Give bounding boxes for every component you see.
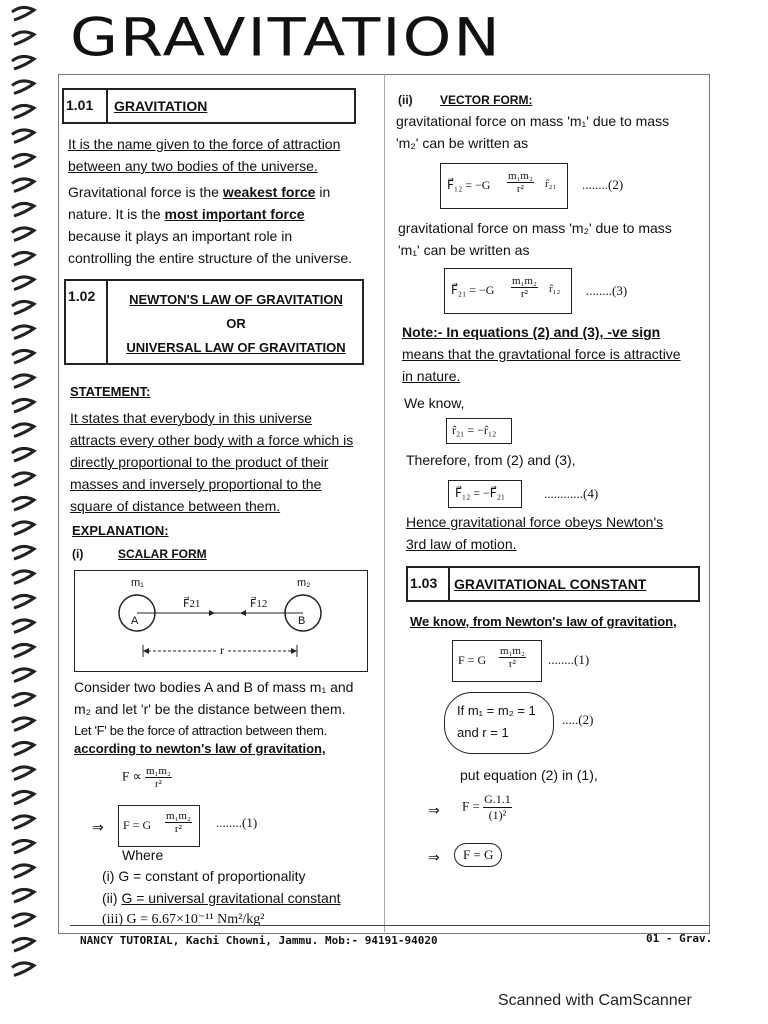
list-item: (ii) G = universal gravitational constant bbox=[102, 890, 341, 906]
equation-3-tag: ........(3) bbox=[586, 283, 628, 298]
mass-1-label: m₁ bbox=[131, 577, 144, 589]
according-heading: according to newton's law of gravitation, bbox=[74, 741, 326, 756]
section-1-02 bbox=[64, 279, 364, 365]
spiral-loop bbox=[12, 889, 34, 902]
explanation-heading: EXPLANATION: bbox=[72, 523, 169, 538]
statement-text: It states that everybody in this universe attracts every other body with a force which is directly proportional to the product of their masses and inversely proportional to the square of distance between them. bbox=[70, 410, 354, 514]
where-label: Where bbox=[122, 847, 164, 863]
spiral-loop bbox=[12, 7, 34, 20]
force-12-label: F⃗12 bbox=[250, 598, 268, 610]
spiral-loop bbox=[12, 326, 34, 339]
spiral-loop bbox=[12, 791, 34, 804]
scalar-number: (i) bbox=[72, 547, 84, 561]
hence-paragraph: Hence gravitational force obeys Newton's 3rd law of motion. bbox=[406, 514, 664, 552]
section-number: 1.02 bbox=[68, 288, 96, 304]
spiral-loop bbox=[12, 448, 34, 461]
vector-number: (ii) bbox=[398, 93, 413, 107]
two-body-diagram bbox=[74, 570, 368, 672]
page-title: GRAVITATION bbox=[70, 6, 502, 69]
list-item: (i) G = constant of proportionality bbox=[102, 868, 306, 884]
put-equation-text: put equation (2) in (1), bbox=[460, 767, 598, 783]
law-heading-or: OR bbox=[226, 316, 246, 331]
spiral-loop bbox=[12, 277, 34, 290]
scanner-watermark: Scanned with CamScanner bbox=[498, 992, 692, 1009]
gravitational-force-paragraph: Gravitational force is the weakest force in nature. It is the most important force because it plays an important role in controlling the entire structure of the universe. bbox=[68, 184, 353, 266]
consider-paragraph: Consider two bodies A and B of mass m₁ and m₂ and let 'r' be the distance between them. Let 'F' be the force of attraction between them. bbox=[74, 679, 354, 738]
equation-1-box: F = G $\frac{\text{m₁m₂}}{\text{r²}}$ bbox=[118, 805, 200, 847]
spiral-loop bbox=[12, 620, 34, 633]
body-b-label: B bbox=[298, 615, 306, 627]
spiral-loop bbox=[12, 546, 34, 559]
spiral-loop bbox=[12, 644, 34, 657]
implies-arrow: ⇒ bbox=[428, 802, 440, 818]
spiral-loop bbox=[12, 669, 34, 682]
section-1-03 bbox=[406, 566, 700, 602]
unit-vector-relation-box: r̂₂₁ = −r̂₁₂ bbox=[446, 418, 512, 444]
spiral-loop bbox=[12, 742, 34, 755]
spiral-loop bbox=[12, 840, 34, 853]
spiral-loop bbox=[12, 56, 34, 69]
equation-2-tag: ........(2) bbox=[582, 177, 624, 192]
spiral-loop bbox=[12, 228, 34, 241]
note-paragraph: Note:- In equations (2) and (3), -ve sign means that the gravtational force is attractive in nature. bbox=[402, 324, 681, 384]
equation-2-box: F⃗₁₂ = −G $\frac{\text{m₁m₂}}{\text{r²}}$ r̂₂₁ bbox=[440, 163, 568, 209]
spiral-loop bbox=[12, 522, 34, 535]
equation-c1-box: F = G $\frac{\text{m₁m₂}}{\text{r²}}$ bbox=[452, 640, 542, 682]
vector-text-1: gravitational force on mass 'm₁' due to mass 'm₂' can be written as bbox=[396, 113, 670, 151]
list-item: (iii) G = 6.67×10⁻¹¹ Nm²/kg² bbox=[102, 912, 265, 927]
assumption-cloud: If m₁ = m₂ = 1 and r = 1 bbox=[444, 692, 554, 754]
section-heading: GRAVITATIONAL CONSTANT bbox=[454, 576, 647, 592]
footer-page-number: 01 - Grav. bbox=[646, 932, 713, 945]
body-a-label: A bbox=[131, 615, 139, 627]
force-21-label: F⃗21 bbox=[183, 598, 201, 610]
footer-institute: NANCY TUTORIAL, Kachi Chowni, Jammu. Mob:- 94191-94020 bbox=[80, 934, 438, 947]
section-heading: GRAVITATION bbox=[114, 98, 208, 114]
spiral-loop bbox=[12, 81, 34, 94]
constants-list bbox=[102, 865, 382, 931]
section-number: 1.03 bbox=[410, 575, 438, 591]
scalar-form-label: SCALAR FORM bbox=[118, 547, 207, 561]
spiral-loop bbox=[12, 130, 34, 143]
spiral-binding bbox=[6, 0, 46, 1000]
spiral-loop bbox=[12, 938, 34, 951]
equation-1-tag: ........(1) bbox=[216, 815, 258, 830]
spiral-loop bbox=[12, 301, 34, 314]
equation-4-tag: ............(4) bbox=[544, 486, 599, 501]
distance-label: r bbox=[217, 643, 227, 658]
spiral-loop bbox=[12, 32, 34, 45]
law-heading-line-1: NEWTON'S LAW OF GRAVITATION bbox=[129, 292, 343, 307]
law-heading-line-3: UNIVERSAL LAW OF GRAVITATION bbox=[126, 340, 346, 355]
spiral-loop bbox=[12, 105, 34, 118]
spiral-loop bbox=[12, 767, 34, 780]
spiral-loop bbox=[12, 497, 34, 510]
spiral-loop bbox=[12, 865, 34, 878]
spiral-loop bbox=[12, 399, 34, 412]
spiral-loop bbox=[12, 179, 34, 192]
implies-arrow: ⇒ bbox=[92, 819, 104, 835]
we-know-label: We know, bbox=[404, 395, 465, 411]
spiral-loop bbox=[12, 693, 34, 706]
spiral-loop bbox=[12, 203, 34, 216]
mass-2-label: m₂ bbox=[297, 577, 311, 589]
we-know-newton-heading: We know, from Newton's law of gravitation, bbox=[410, 614, 677, 629]
spiral-loop bbox=[12, 252, 34, 265]
vector-form-label: VECTOR FORM: bbox=[440, 93, 533, 107]
definition-text: It is the name given to the force of attraction between any two bodies of the universe. bbox=[68, 136, 341, 174]
vector-text-2: gravitational force on mass 'm₂' due to mass 'm₁' can be written as bbox=[398, 220, 672, 258]
spiral-loop bbox=[12, 571, 34, 584]
spiral-loop bbox=[12, 718, 34, 731]
implies-arrow: ⇒ bbox=[428, 849, 440, 865]
spiral-loop bbox=[12, 914, 34, 927]
therefore-label: Therefore, from (2) and (3), bbox=[406, 452, 576, 468]
result-g-box: F = G bbox=[454, 843, 502, 867]
spiral-loop bbox=[12, 375, 34, 388]
section-number: 1.01 bbox=[66, 97, 94, 113]
statement-heading: STATEMENT: bbox=[70, 384, 151, 399]
spiral-loop bbox=[12, 816, 34, 829]
assumption-tag: .....(2) bbox=[562, 712, 594, 727]
section-1-01 bbox=[62, 88, 356, 124]
spiral-loop bbox=[12, 424, 34, 437]
equation-c1-tag: ........(1) bbox=[548, 652, 590, 667]
spiral-loop bbox=[12, 963, 34, 976]
column-divider bbox=[384, 74, 385, 932]
spiral-loop bbox=[12, 473, 34, 486]
equation-3-box: F⃗₂₁ = −G $\frac{\text{m₁m₂}}{\text{r²}}$ r̂₁₂ bbox=[444, 268, 572, 314]
spiral-loop bbox=[12, 595, 34, 608]
proportionality: F ∝ $\frac{\text{m₁m₂}}{\text{r²}}$ bbox=[122, 765, 171, 790]
spiral-loop bbox=[12, 350, 34, 363]
equation-4-box: F⃗₁₂ = −F⃗₂₁ bbox=[448, 480, 522, 508]
equation-c2: F = $\frac{G.1.1}{\text{(1)²}}$ bbox=[462, 792, 511, 822]
spiral-loop bbox=[12, 154, 34, 167]
